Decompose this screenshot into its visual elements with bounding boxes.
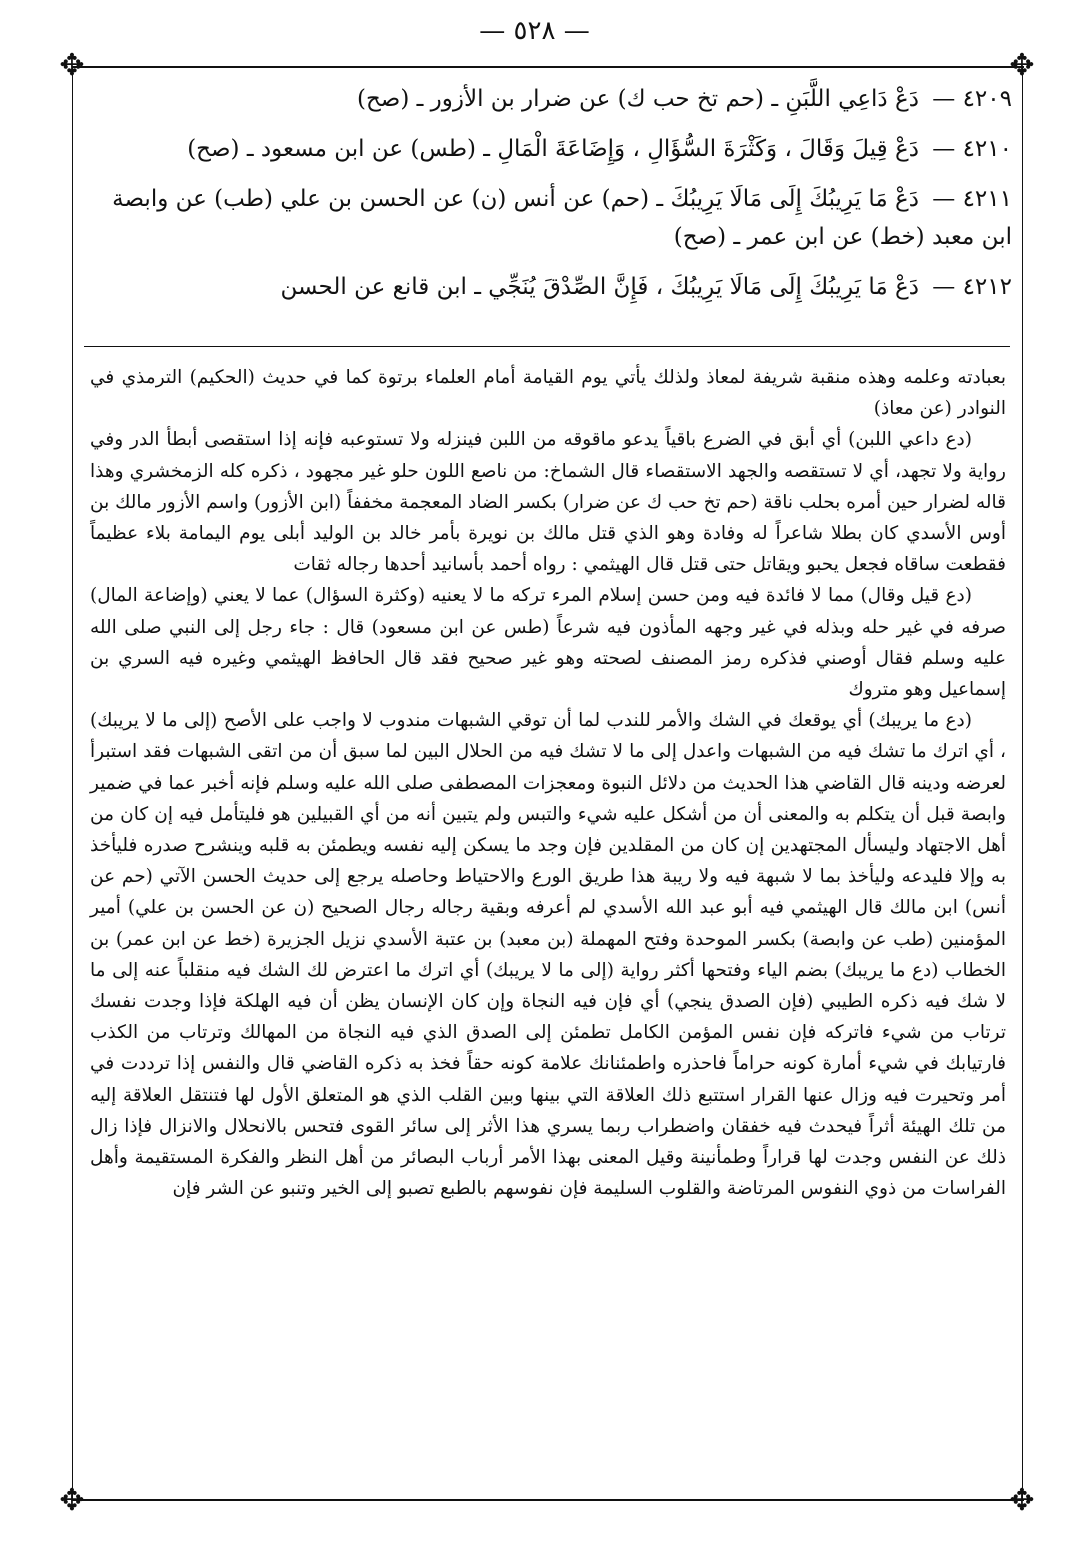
hadith-entry (82, 180, 1012, 256)
hadith-number: ٤٢١١ — (932, 186, 1012, 212)
page-number: — ٥٢٨ — (479, 16, 590, 46)
commentary-paragraph: (دع داعي اللبن) أي أبق في الضرع باقياً يدعو ماقوقه من اللبن فينزله ولا تستوعبه فإنه إذا استقصى أبطأ الدر وفي رواية ولا تجهد، أي لا تستقصه والجهد الاستقصاء قال الشماخ: من ناصع اللون حلو غير مجهود ، ذكره كله الزمخشري وهذا قاله لضرار حين أمره بحلب ناقة (حم تخ حب ك عن ضرار) بكسر الضاد المعجمة مخففاً (ابن الأزور) واسم الأزور مالك بن أوس الأسدي كان بطلا شاعراً له وفادة وهو الذي قتل مالك بن نويرة بأمر خالد بن الوليد أبلى يوم اليمامة بلاء عظيماً فقطعت ساقاه فجعل يحبو ويقاتل حتى قتل قال الهيثمي : رواه أحمد بأسانيد أحدها رجاله ثقات (90, 429, 1006, 576)
hadith-number: ٤٢١٠ — (932, 136, 1012, 162)
hadith-text: دَعْ قِيلَ وَقَالَ ، وَكَثْرَةَ السُّؤَالِ ، وَإِضَاعَةَ الْمَالِ ـ (طس) عن ابن مسعود ـ (صح) (187, 136, 919, 162)
hadith-text: دَعْ دَاعِي اللَّبَنِ ـ (حم تخ حب ك) عن ضرار بن الأزور ـ (صح) (356, 86, 919, 112)
hadith-text: دَعْ مَا يَرِيبُكَ إِلَى مَالَا يَرِيبُكَ ـ (حم) عن أنس (ن) عن الحسن بن علي (طب) عن وابصة ابن معبد (خط) عن ابن عمر ـ (صح) (112, 186, 1012, 250)
hadith-number: ٤٢١٢ — (932, 274, 1012, 300)
corner-ornament-icon: ✥ (59, 48, 85, 83)
hadith-list (82, 80, 1012, 318)
hadith-number: ٤٢٠٩ — (932, 86, 1012, 112)
frame-left-rule (72, 66, 73, 1501)
corner-ornament-icon: ✥ (59, 1483, 85, 1518)
corner-ornament-icon: ✥ (1009, 1483, 1035, 1518)
hadith-entry (82, 130, 1012, 168)
commentary-body (90, 362, 1006, 1204)
hadith-text: دَعْ مَا يَرِيبُكَ إِلَى مَالَا يَرِيبُكَ ، فَإِنَّ الصِّدْقَ يُنَجِّي ـ ابن قانع عن الحسن (280, 274, 919, 300)
hadith-entry (82, 80, 1012, 118)
commentary-paragraph: (دع قيل وقال) مما لا فائدة فيه ومن حسن إسلام المرء تركه ما لا يعنيه (وكثرة السؤال) عما لا يعني (وإضاعة المال) صرفه في غير حله وبذله في غير وجهه المأذون فيه شرعاً (طس عن ابن مسعود) قال : جاء رجل إلى النبي صلى الله عليه وسلم فقال أوصني فذكره رمز المصنف لصحته وهو غير صحيح فقد قال الحافظ الهيثمي وغيره فيه السري بن إسماعيل وهو متروك (90, 585, 1006, 701)
commentary-paragraph: بعبادته وعلمه وهذه منقبة شريفة لمعاذ ولذلك يأتي يوم القيامة أمام العلماء برتوة كما في حديث (الحكيم) الترمذي في النوادر (عن معاذ) (90, 367, 1006, 420)
corner-ornament-icon: ✥ (1009, 48, 1035, 83)
frame-right-rule (1022, 66, 1023, 1501)
commentary-paragraph: (دع ما يريبك) أي يوقعك في الشك والأمر للندب لما أن توقي الشبهات مندوب لا واجب على الأصح (إلى ما لا يريبك) ، أي اترك ما تشك فيه من الشبهات واعدل إلى ما لا تشك فيه من الحلال البين لما سبق أن من اتقى الشبهات فقد استبرأ لعرضه ودينه قال القاضي هذا الحديث من دلائل النبوة ومعجزات المصطفى صلى الله عليه وسلم فإنه أخبر عما في ضمير وابصة قبل أن يتكلم به والمعنى أن من أشكل عليه شيء والتبس ولم يتبين أنه من أي القبيلين هو فليتأمل فيه إن كان من أهل الاجتهاد وليسأل المجتهدين إن كان من المقلدين فإن وجد ما يسكن إليه نفسه ويطمئن به قلبه وينشرح صدره فليأخذ به وإلا فليدعه وليأخذ بما لا شبهة فيه ولا ريبة هذا طريق الورع والاحتياط وحاصله يرجع إلى حديث الحسن الآتي (حم عن أنس) ابن مالك قال الهيثمي فيه أبو عبد الله الأسدي لم أعرفه وبقية رجاله رجال الصحيح (ن عن الحسن بن علي) أمير المؤمنين (طب عن وابصة) بكسر الموحدة وفتح المهملة (بن معبد) بن عتبة الأسدي نزيل الجزيرة (خط عن ابن عمر) بن الخطاب (دع ما يريبك) بضم الياء وفتحها أكثر رواية (إلى ما لا يريبك) أي اترك ما اعترض لك الشك فيه منقلباً عنه إلى ما لا شك فيه ذكره الطيبي (فإن الصدق ينجي) أي فإن فيه النجاة وإن كان الإنسان يظن أن فيه الهلكة فإذا وجدت نفسك ترتاب من شيء فاتركه فإن نفس المؤمن الكامل تطمئن إلى الصدق الذي فيه النجاة من المهالك وترتاب من الكذب فارتيابك في شيء أمارة كونه حراماً فاحذره واطمئنانك علامة كونه حقاً فخذ به ذكره القاضي قال والنفس إذا ترددت في أمر وتحيرت فيه وزال عنها القرار استتبع ذلك العلاقة التي بينها وبين القلب الذي هو المتعلق الأول لها فتنتقل العلاقة إليه من تلك الهيئة أثراً فيحدث فيه خفقان واضطراب ربما يسري هذا الأثر إلى سائر القوى فتحس بالانحلال والانزال فإذا زال ذلك عن النفس وجدت لها قراراً وطمأنينة وقيل المعنى بهذا الأمر أرباب البصائر من أهل النظر والفكرة المستقيمة وأهل الفراسات من ذوي النفوس المرتاضة والقلوب السليمة فإن نفوسهم بالطبع تصبو إلى الخير وتنبو عن الشر فإن (90, 710, 1006, 1200)
section-divider (84, 346, 1010, 347)
hadith-entry (82, 268, 1012, 306)
